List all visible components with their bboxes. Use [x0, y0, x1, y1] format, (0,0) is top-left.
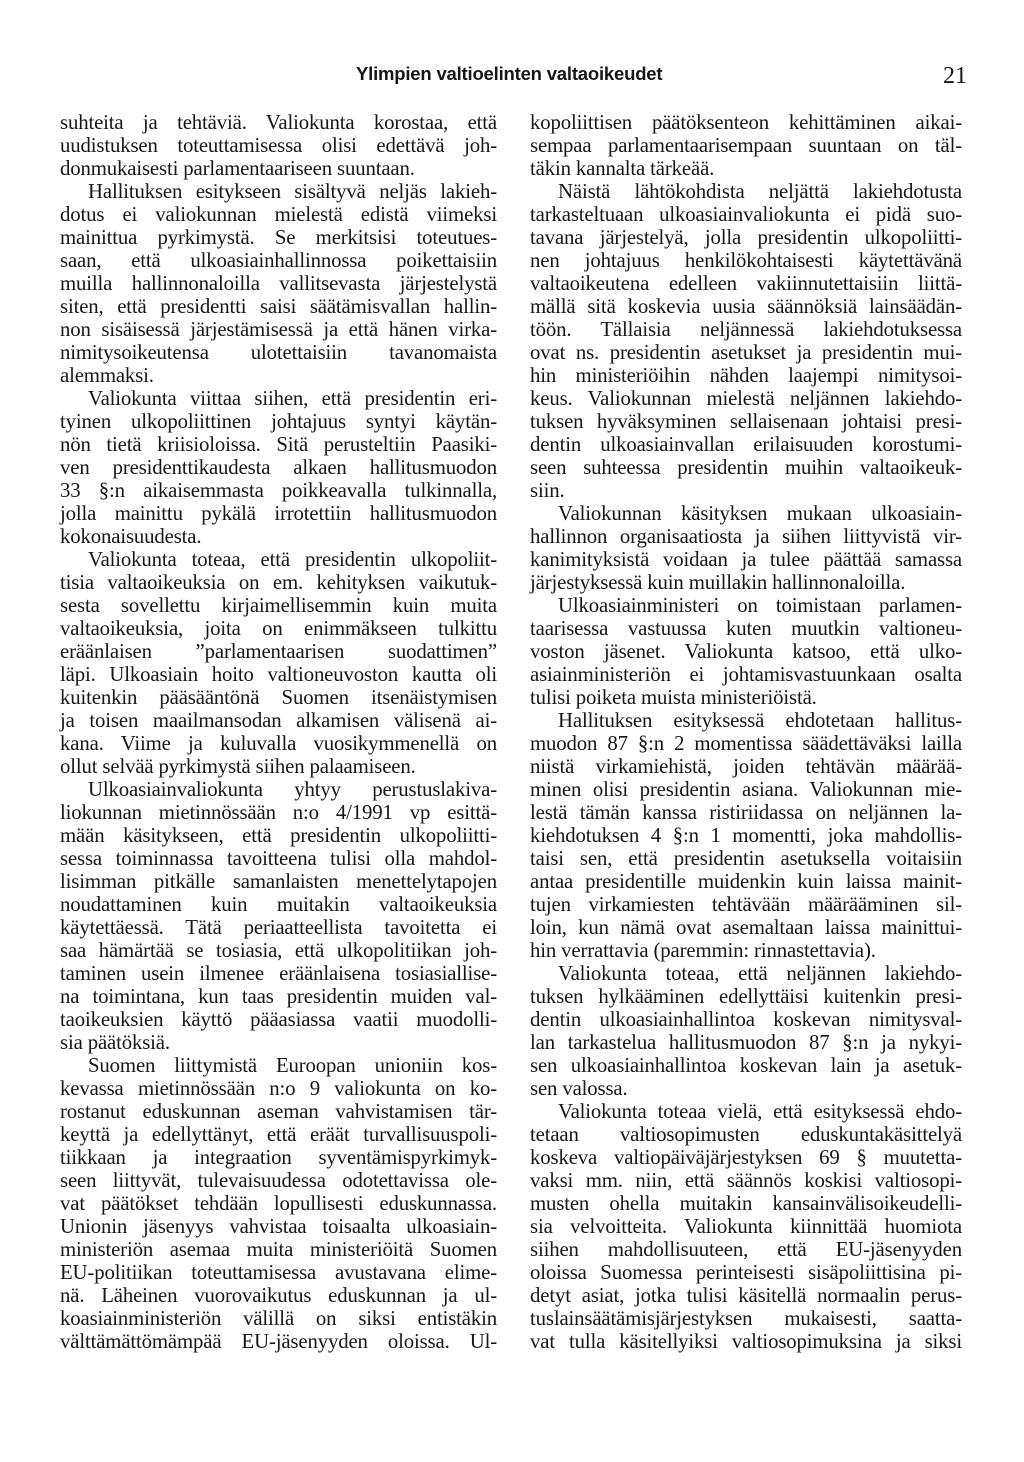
text-line: Suomen liittymistä Euroopan unioniin kos-: [88, 1054, 497, 1077]
text-line: suhteita ja tehtäviä. Valiokunta korostaa, että: [60, 111, 497, 134]
text-line: Näistä lähtökohdista neljättä lakiehdotusta: [558, 180, 962, 203]
text-line: na toimintana, kun taas presidentin muiden val-: [60, 985, 497, 1008]
text-line: keyttä ja edellyttänyt, että eräät turvallisuuspoli-: [60, 1123, 497, 1146]
text-line: tiikkaan ja integraation syventämispyrkimyk-: [60, 1146, 497, 1169]
text-line: tetaan valtiosopimusten eduskuntakäsittelyä: [530, 1123, 962, 1146]
text-line: valtaoikeuksia, joita on enimmäkseen tulkittu: [60, 617, 497, 640]
text-line: sesta sovellettu kirjaimellisemmin kuin muita: [60, 594, 497, 617]
text-line: mään käsitykseen, että presidentin ulkopoliitti-: [60, 824, 497, 847]
text-line: kopoliittisen päätöksenteon kehittäminen aikai-: [530, 111, 962, 134]
text-line: koasiainministeriön välillä on siksi entistäkin: [60, 1307, 497, 1330]
text-line: töön. Tällaisia neljännessä lakiehdotuksessa: [530, 318, 962, 341]
text-line: välttämättömämpää EU-jäsenyyden oloissa. Ul-: [60, 1330, 497, 1353]
text-line: hin ministeriöihin nähden laajempi nimitysoi-: [530, 364, 962, 387]
text-line: sen ulkoasiainhallintoa koskevan lain ja asetuk-: [530, 1054, 962, 1077]
text-line: siten, että presidentti saisi säätämisvallan hallin-: [60, 295, 497, 318]
text-line: taisi sen, että presidentin asetuksella voitaisiin: [530, 847, 962, 870]
text-line: tujen virkamiesten tehtävään määrääminen sil-: [530, 893, 962, 916]
text-line: EU-politiikan toteuttamisessa avustavana elime-: [60, 1261, 497, 1284]
text-line: ollut selvää pyrkimystä siihen palaamiseen.: [60, 755, 416, 778]
text-line: noudattaminen kuin muitakin valtaoikeuksia: [60, 893, 497, 916]
text-line: nen johtajuus henkilökohtaisesti käytettävänä: [530, 249, 962, 272]
text-line: tavana järjestelyä, jolla presidentin ulkopoliitti-: [530, 226, 962, 249]
text-line: tulisi poiketa muista ministeriöistä.: [530, 686, 817, 709]
text-line: nä. Läheinen vuorovaikutus eduskunnan ja ul-: [60, 1284, 497, 1307]
text-line: taminen usein ilmenee eräänlaisena tosiasiallise-: [60, 962, 497, 985]
paragraph: [60, 548, 497, 778]
text-line: Valiokunta toteaa, että neljännen lakiehdo-: [558, 962, 962, 985]
text-line: lestä tämän kanssa ristiriidassa on neljännen la-: [530, 801, 962, 824]
text-line: 33 §:n aikaisemmasta poikkeavalla tulkinnalla,: [60, 479, 497, 502]
paragraph: [60, 180, 497, 387]
text-line: sessa toiminnassa tavoitteena tulisi olla mahdol-: [60, 847, 497, 870]
text-line: niistä virkamiehistä, joiden tehtävän määrää-: [530, 755, 962, 778]
paragraph: [530, 180, 962, 502]
text-line: jolla mainittu pykälä irrotettiin hallitusmuodon: [60, 502, 497, 525]
text-line: saan, että ulkoasiainhallinnossa poikettaisiin: [60, 249, 497, 272]
text-line: kokonaisuudesta.: [60, 525, 202, 548]
text-line: Valiokunta viittaa siihen, että presidentin eri-: [88, 387, 497, 410]
page-number: 21: [943, 63, 967, 89]
text-line: dentin ulkoasiainhallintoa koskevan nimitysval-: [530, 1008, 962, 1031]
text-line: nimitysoikeutensa ulotettaisiin tavanomaista: [60, 341, 497, 364]
text-line: dentin ulkoasiainvallan erilaisuuden korostumi-: [530, 433, 962, 456]
text-line: donmukaisesti parlamentaariseen suuntaan.: [60, 157, 415, 180]
text-line: tyinen ulkopoliittinen johtajuus syntyi käytän-: [60, 410, 497, 433]
text-line: Unionin jäsenyys vahvistaa toisaalta ulkoasiain-: [60, 1215, 497, 1238]
text-line: liokunnan mietinnössään n:o 4/1991 vp esittä-: [60, 801, 497, 824]
text-line: detyt asiat, jotka tulisi käsitellä normaalin perus-: [530, 1284, 962, 1307]
text-line: sia päätöksiä.: [60, 1031, 170, 1054]
text-line: siin.: [530, 479, 565, 502]
text-line: uudistuksen toteuttamisessa olisi edettävä joh-: [60, 134, 497, 157]
text-line: lisimman pitkälle samanlaisten menettelytapojen: [60, 870, 497, 893]
text-line: sempaa parlamentaarisempaan suuntaan on täl-: [530, 134, 962, 157]
text-line: ovat ns. presidentin asetukset ja presidentin mui-: [530, 341, 962, 364]
text-line: kuitenkin pääsääntönä Suomen itsenäistymisen: [60, 686, 497, 709]
text-line: koskeva valtiopäiväjärjestyksen 69 § muutetta-: [530, 1146, 962, 1169]
text-line: minen olisi presidentin asiana. Valiokunnan mie-: [530, 778, 962, 801]
text-line: muilla hallinnonaloilla vallitsevasta järjestelystä: [60, 272, 497, 295]
paragraph: [60, 111, 497, 180]
text-line: Ulkoasiainministeri on toimistaan parlamen-: [558, 594, 962, 617]
text-line: tuksen hyväksyminen sellaisenaan johtaisi presi-: [530, 410, 962, 433]
paragraph: [530, 111, 962, 180]
text-line: seen liittyvät, tulevaisuudessa odotettavissa ole-: [60, 1169, 497, 1192]
text-line: non sisäisessä järjestämisessä ja että hänen virka-: [60, 318, 497, 341]
text-line: käytettäessä. Tätä periaatteellista tavoitetta ei: [60, 916, 497, 939]
text-line: tuksen hylkääminen edellyttäisi kuitenkin presi-: [530, 985, 962, 1008]
text-line: muodon 87 §:n 2 momentissa säädettäväksi lailla: [530, 732, 962, 755]
text-line: Ulkoasiainvaliokunta yhtyy perustuslakiva-: [88, 778, 497, 801]
text-line: kiehdotuksen 4 §:n 1 momentti, joka mahdollis-: [530, 824, 962, 847]
text-line: antaa presidentille muidenkin kuin laissa mainit-: [530, 870, 962, 893]
text-line: asiainministeriön ei johtamisvastuunkaan osalta: [530, 663, 962, 686]
text-line: mällä sitä koskevia uusia säännöksiä lainsäädän-: [530, 295, 962, 318]
text-line: sia velvoitteita. Valiokunta kiinnittää huomiota: [530, 1215, 962, 1238]
paragraph: [60, 1054, 497, 1353]
text-line: dotus ei valiokunnan mielestä edistä viimeksi: [60, 203, 497, 226]
text-line: lan tarkastelua hallitusmuodon 87 §:n ja nykyi-: [530, 1031, 962, 1054]
text-line: kana. Viime ja kuluvalla vuosikymmenellä on: [60, 732, 497, 755]
paragraph: [60, 387, 497, 548]
text-line: eräänlaisen ”parlamentaarisen suodattimen”: [60, 640, 497, 663]
text-line: saa hämärtää se tosiasia, että ulkopolitiikan joh-: [60, 939, 497, 962]
text-line: ministeriön asemaa muita ministeriöitä Suomen: [60, 1238, 497, 1261]
text-line: kevassa mietinnössään n:o 9 valiokunta on ko-: [60, 1077, 497, 1100]
paragraph: [60, 778, 497, 1054]
text-line: hin verrattavia (paremmin: rinnastettavia).: [530, 939, 876, 962]
text-line: mainittua pyrkimystä. Se merkitsisi toteutues-: [60, 226, 497, 249]
text-line: musten ohella muitakin kansainvälisoikeudelli-: [530, 1192, 962, 1215]
text-line: taarisessa vastuussa kuten muutkin valtioneu-: [530, 617, 962, 640]
paragraph: [530, 502, 962, 594]
text-line: alemmaksi.: [60, 364, 154, 387]
text-line: läpi. Ulkoasiain hoito valtioneuvoston kautta oli: [60, 663, 497, 686]
text-line: sen valossa.: [530, 1077, 628, 1100]
text-line: tisia valtaoikeuksia on em. kehityksen vaikutuk-: [60, 571, 497, 594]
text-line: seen suhteessa presidentin muihin valtaoikeuk-: [530, 456, 962, 479]
text-line: valtaoikeutena edelleen vakiinnutettaisiin liittä-: [530, 272, 962, 295]
text-line: kanimityksistä voidaan ja tulee päättää samassa: [530, 548, 962, 571]
text-line: vat päätökset tehdään lopullisesti eduskunnassa.: [60, 1192, 497, 1215]
text-line: rostanut eduskunnan aseman vahvistamisen tär-: [60, 1100, 497, 1123]
text-line: ja toisen maailmansodan alkamisen välisenä ai-: [60, 709, 497, 732]
paragraph: [530, 594, 962, 709]
text-line: hallinnon organisaatiosta ja siihen liittyvistä vir-: [530, 525, 962, 548]
page-header: [60, 57, 967, 91]
text-line: taoikeuksien käyttö pääasiassa vaatii muodolli-: [60, 1008, 497, 1031]
paragraph: [530, 962, 962, 1100]
paragraph: [530, 1100, 962, 1353]
text-line: Valiokunta toteaa, että presidentin ulkopoliit-: [88, 548, 497, 571]
text-line: keus. Valiokunnan mielestä neljännen lakiehdo-: [530, 387, 962, 410]
right-column: [530, 111, 962, 1353]
text-line: nön tietä kriisioloissa. Sitä perusteltiin Paasiki-: [60, 433, 497, 456]
text-line: vat tulla käsitellyiksi valtiosopimuksina ja siksi: [530, 1330, 962, 1353]
running-title: Ylimpien valtioelinten valtaoikeudet: [356, 63, 663, 84]
text-line: loin, kun nämä ovat asemaltaan laissa mainittui-: [530, 916, 962, 939]
text-line: Valiokunta toteaa vielä, että esityksessä ehdo-: [558, 1100, 962, 1123]
text-line: ven presidenttikaudesta alkaen hallitusmuodon: [60, 456, 497, 479]
text-line: tuslainsäätämisjärjestyksen mukaisesti, saatta-: [530, 1307, 962, 1330]
text-line: tarkasteltuaan ulkoasiainvaliokunta ei pidä suo-: [530, 203, 962, 226]
text-line: siihen mahdollisuuteen, että EU-jäsenyyden: [530, 1238, 962, 1261]
text-line: Valiokunnan käsityksen mukaan ulkoasiain-: [558, 502, 962, 525]
text-line: Hallituksen esityksessä ehdotetaan hallitus-: [558, 709, 962, 732]
text-line: täkin kannalta tärkeää.: [530, 157, 715, 180]
paragraph: [530, 709, 962, 962]
text-line: voston jäsenet. Valiokunta katsoo, että ulko-: [530, 640, 962, 663]
text-line: Hallituksen esitykseen sisältyvä neljäs lakieh-: [88, 180, 497, 203]
text-line: vaksi mm. niin, että säännös koskisi valtiosopi-: [530, 1169, 962, 1192]
text-line: oloissa Suomessa perinteisesti sisäpoliittisina pi-: [530, 1261, 962, 1284]
text-line: järjestyksessä kuin muillakin hallinnonaloilla.: [530, 571, 906, 594]
left-column: [60, 111, 497, 1353]
